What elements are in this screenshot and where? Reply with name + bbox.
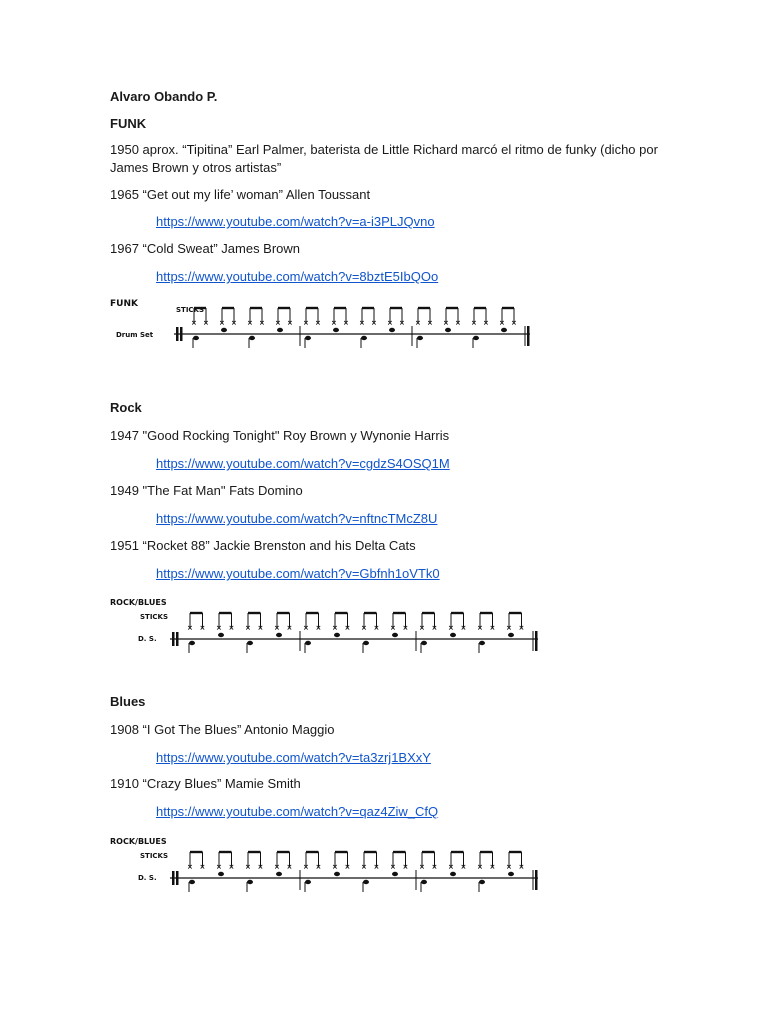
blues-staff-hihat-x: ×	[518, 863, 525, 871]
rock-staff-snare-note	[508, 633, 514, 637]
blues-staff-kick-note	[479, 880, 485, 884]
author-name: Alvaro Obando P.	[110, 89, 218, 104]
blues-staff-snare-note	[450, 872, 456, 876]
blues-staff-clef-left	[172, 871, 175, 885]
funk-staff-kick-note	[193, 336, 199, 340]
funk-staff-snare-note	[501, 328, 507, 332]
funk-staff-hihat-x: ×	[191, 319, 197, 327]
funk-staff-hihat-x: ×	[275, 319, 281, 327]
blues-staff-hihat-x: ×	[373, 863, 380, 871]
rock-staff-hihat-x: ×	[228, 624, 235, 632]
blues-score-sticks-label: STICKS	[140, 852, 169, 860]
funk-staff-snare-note	[277, 328, 283, 332]
blues-staff-final-bar-thick	[535, 870, 538, 890]
rock-staff-hihat-x: ×	[257, 624, 264, 632]
section-heading-blues: Blues	[110, 694, 146, 709]
blues-score-ds-label: D. S.	[138, 874, 157, 882]
blues-staff-hihat-x: ×	[477, 863, 483, 871]
rock-staff-hihat-x: ×	[303, 624, 309, 632]
blues-link-1[interactable]: https://www.youtube.com/watch?v=ta3zrj1BXxY	[156, 750, 431, 765]
section-heading-rock: Rock	[110, 400, 142, 415]
funk-staff-hihat-x: ×	[483, 319, 489, 327]
rock-staff-hihat-x: ×	[245, 624, 251, 632]
blues-staff-hihat-x: ×	[489, 863, 496, 871]
rock-staff-hihat-x: ×	[431, 624, 438, 632]
funk-drum-score	[108, 292, 538, 364]
rock-staff-kick-note	[421, 641, 427, 645]
funk-staff-hihat-x: ×	[343, 319, 349, 327]
blues-staff-snare-note	[392, 872, 398, 876]
funk-staff-hihat-x: ×	[415, 319, 421, 327]
rock-link-2[interactable]: https://www.youtube.com/watch?v=nftncTMcZ8U	[156, 511, 438, 526]
funk-staff-hihat-x: ×	[219, 319, 225, 327]
rock-staff-hihat-x: ×	[274, 624, 280, 632]
rock-staff	[170, 613, 538, 653]
rock-staff-hihat-x: ×	[419, 624, 425, 632]
funk-entry-1: 1965 “Get out my life’ woman” Allen Toussant	[110, 187, 371, 202]
blues-staff-kick-note	[305, 880, 311, 884]
rock-staff-kick-note	[363, 641, 369, 645]
rock-staff-hihat-x: ×	[199, 624, 206, 632]
rock-score-sticks-label: STICKS	[140, 613, 169, 621]
rock-staff-snare-note	[450, 633, 456, 637]
rock-staff-hihat-x: ×	[361, 624, 367, 632]
blues-entry-2: 1910 “Crazy Blues” Mamie Smith	[110, 776, 301, 791]
rock-staff-kick-note	[479, 641, 485, 645]
funk-staff-hihat-x: ×	[387, 319, 393, 327]
rock-staff-hihat-x: ×	[477, 624, 483, 632]
rock-staff-hihat-x: ×	[460, 624, 467, 632]
rock-staff-kick-note	[189, 641, 195, 645]
rock-staff-snare-note	[218, 633, 224, 637]
funk-staff-hihat-x: ×	[259, 319, 265, 327]
blues-staff-hihat-x: ×	[245, 863, 251, 871]
blues-staff-hihat-x: ×	[361, 863, 367, 871]
rock-staff-final-bar-thick	[535, 631, 538, 651]
rock-staff-clef-left	[172, 632, 175, 646]
rock-entry-2: 1949 "The Fat Man" Fats Domino	[110, 483, 303, 498]
funk-staff-hihat-x: ×	[455, 319, 461, 327]
rock-staff-hihat-x: ×	[216, 624, 222, 632]
funk-score-title: FUNK	[110, 299, 138, 309]
funk-staff-snare-note	[445, 328, 451, 332]
blues-staff-snare-note	[276, 872, 282, 876]
blues-staff-hihat-x: ×	[216, 863, 222, 871]
funk-score-drumset-label: Drum Set	[116, 331, 154, 339]
rock-entry-3: 1951 “Rocket 88” Jackie Brenston and his Delta Cats	[110, 538, 416, 553]
blues-staff-hihat-x: ×	[402, 863, 409, 871]
rock-staff-hihat-x: ×	[489, 624, 496, 632]
funk-staff	[174, 308, 530, 348]
blues-staff-hihat-x: ×	[431, 863, 438, 871]
rock-staff-hihat-x: ×	[187, 624, 193, 632]
blues-staff-snare-note	[334, 872, 340, 876]
funk-staff-kick-note	[473, 336, 479, 340]
blues-staff-clef-right	[176, 871, 179, 885]
funk-score-sticks-label: STICKS	[176, 306, 205, 314]
funk-staff-kick-note	[249, 336, 255, 340]
funk-staff-snare-note	[333, 328, 339, 332]
funk-staff-hihat-x: ×	[443, 319, 449, 327]
rock-staff-snare-note	[276, 633, 282, 637]
blues-staff-hihat-x: ×	[390, 863, 396, 871]
rock-staff-snare-note	[334, 633, 340, 637]
funk-staff-kick-note	[361, 336, 367, 340]
blues-staff-hihat-x: ×	[344, 863, 351, 871]
funk-entry-2: 1967 “Cold Sweat” James Brown	[110, 241, 301, 256]
funk-staff-hihat-x: ×	[511, 319, 517, 327]
rock-staff-hihat-x: ×	[315, 624, 322, 632]
funk-staff-snare-note	[389, 328, 395, 332]
funk-staff-final-bar-thick	[527, 326, 530, 346]
blues-staff-hihat-x: ×	[274, 863, 280, 871]
rock-link-1[interactable]: https://www.youtube.com/watch?v=cgdzS4OSQ1M	[156, 456, 450, 471]
funk-staff-hihat-x: ×	[371, 319, 377, 327]
blues-staff-hihat-x: ×	[448, 863, 454, 871]
rock-staff-hihat-x: ×	[344, 624, 351, 632]
blues-staff-kick-note	[189, 880, 195, 884]
blues-staff-hihat-x: ×	[315, 863, 322, 871]
blues-staff-hihat-x: ×	[286, 863, 293, 871]
blues-staff-hihat-x: ×	[257, 863, 264, 871]
section-heading-funk: FUNK	[110, 116, 147, 131]
funk-staff-hihat-x: ×	[427, 319, 433, 327]
funk-staff-snare-note	[221, 328, 227, 332]
rock-score-title: ROCK/BLUES	[110, 598, 167, 607]
funk-staff-hihat-x: ×	[471, 319, 477, 327]
funk-staff-hihat-x: ×	[247, 319, 253, 327]
blues-staff	[170, 852, 538, 892]
funk-staff-hihat-x: ×	[231, 319, 237, 327]
funk-staff-hihat-x: ×	[359, 319, 365, 327]
blues-entry-1: 1908 “I Got The Blues” Antonio Maggio	[110, 722, 335, 737]
blues-staff-hihat-x: ×	[199, 863, 206, 871]
rock-staff-hihat-x: ×	[390, 624, 396, 632]
funk-staff-hihat-x: ×	[331, 319, 337, 327]
rock-score-ds-label: D. S.	[138, 635, 157, 643]
rock-staff-hihat-x: ×	[286, 624, 293, 632]
blues-staff-kick-note	[363, 880, 369, 884]
funk-staff-hihat-x: ×	[315, 319, 321, 327]
blues-staff-hihat-x: ×	[187, 863, 193, 871]
blues-staff-hihat-x: ×	[228, 863, 235, 871]
funk-staff-hihat-x: ×	[499, 319, 505, 327]
rock-staff-snare-note	[392, 633, 398, 637]
funk-link-2[interactable]: https://www.youtube.com/watch?v=8bztE5IbQOo	[156, 269, 439, 284]
rock-staff-kick-note	[247, 641, 253, 645]
rock-staff-kick-note	[305, 641, 311, 645]
funk-staff-kick-note	[417, 336, 423, 340]
rock-staff-hihat-x: ×	[373, 624, 380, 632]
blues-staff-kick-note	[247, 880, 253, 884]
rock-staff-hihat-x: ×	[506, 624, 512, 632]
rock-link-3[interactable]: https://www.youtube.com/watch?v=Gbfnh1oVTk0	[156, 566, 440, 581]
funk-staff-hihat-x: ×	[399, 319, 405, 327]
rock-staff-hihat-x: ×	[402, 624, 409, 632]
blues-staff-hihat-x: ×	[506, 863, 512, 871]
funk-staff-hihat-x: ×	[303, 319, 309, 327]
rock-staff-hihat-x: ×	[448, 624, 454, 632]
rock-staff-clef-right	[176, 632, 179, 646]
rock-staff-hihat-x: ×	[518, 624, 525, 632]
blues-score-title: ROCK/BLUES	[110, 837, 167, 846]
blues-staff-kick-note	[421, 880, 427, 884]
funk-link-1[interactable]: https://www.youtube.com/watch?v=a-i3PLJQvno	[156, 214, 435, 229]
blues-staff-snare-note	[218, 872, 224, 876]
blues-staff-hihat-x: ×	[332, 863, 338, 871]
rock-entry-1: 1947 "Good Rocking Tonight" Roy Brown y Wynonie Harris	[110, 428, 450, 443]
funk-intro: 1950 aprox. “Tipitina” Earl Palmer, baterista de Little Richard marcó el ritmo de funky (dicho por James Brown y otros artistas”	[110, 142, 658, 175]
funk-staff-hihat-x: ×	[287, 319, 293, 327]
rock-drum-score	[108, 593, 548, 655]
blues-drum-score	[108, 832, 548, 894]
blues-link-2[interactable]: https://www.youtube.com/watch?v=qaz4Ziw_CfQ	[156, 804, 439, 819]
blues-staff-hihat-x: ×	[460, 863, 467, 871]
blues-staff-hihat-x: ×	[303, 863, 309, 871]
blues-staff-snare-note	[508, 872, 514, 876]
funk-staff-clef-right	[180, 327, 183, 341]
funk-staff-clef-left	[176, 327, 179, 341]
blues-staff-hihat-x: ×	[419, 863, 425, 871]
rock-staff-hihat-x: ×	[332, 624, 338, 632]
funk-staff-hihat-x: ×	[203, 319, 209, 327]
funk-staff-kick-note	[305, 336, 311, 340]
